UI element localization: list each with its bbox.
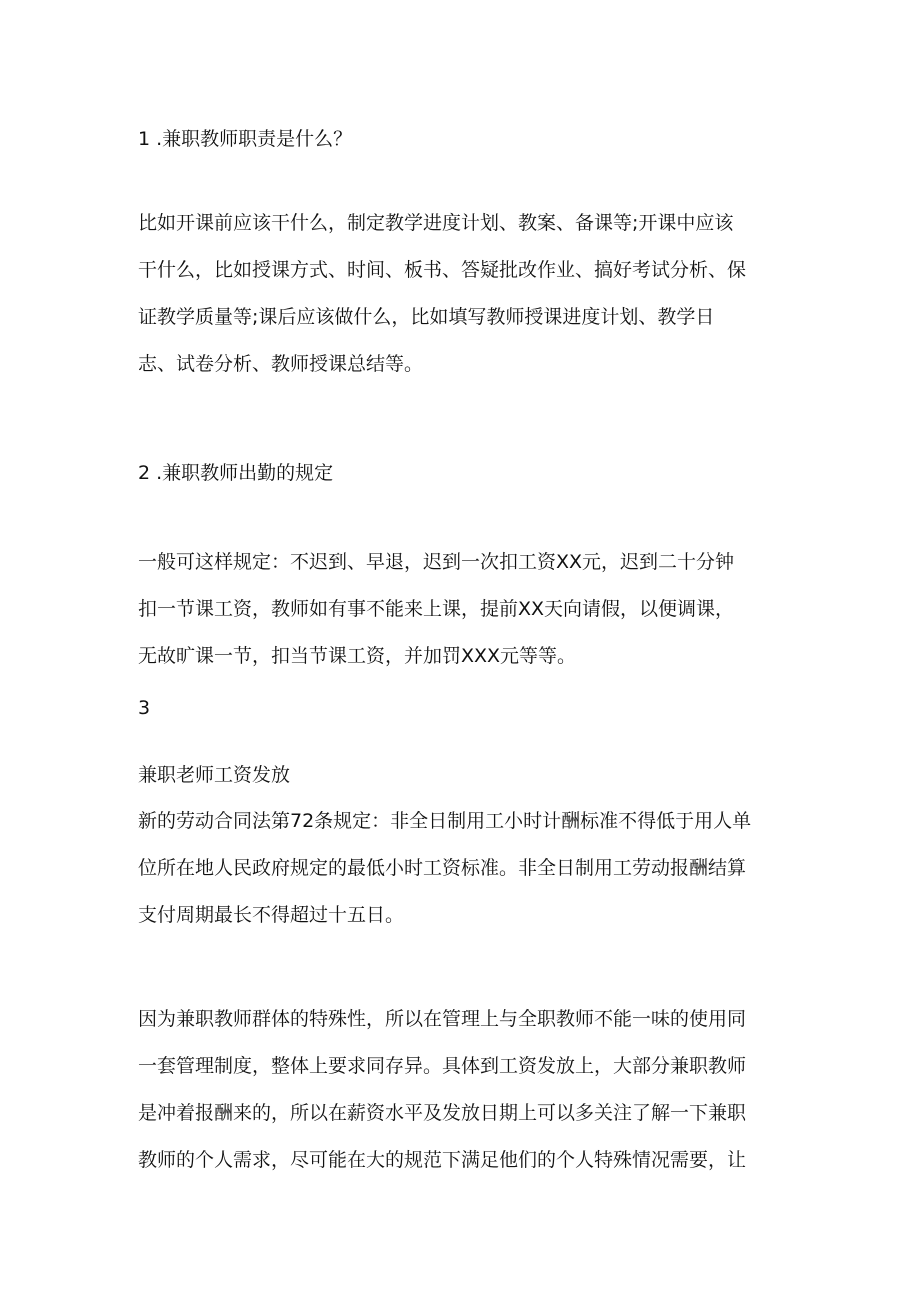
section-1-body — [138, 200, 788, 388]
paragraph-line: 一般可这样规定：不迟到、早退，迟到一次扣工资XX元，迟到二十分钟 — [138, 551, 735, 573]
section-4-body — [138, 996, 788, 1184]
paragraph-line: 支付周期最长不得超过十五日。 — [138, 904, 405, 926]
paragraph-line: 志、试卷分析、教师授课总结等。 — [138, 353, 424, 375]
paragraph-line: 干什么，比如授课方式、时间、板书、答疑批改作业、搞好考试分析、保 — [138, 259, 747, 281]
section-3-heading: 兼职老师工资发放 — [138, 764, 291, 786]
section-3-number: 3 — [138, 697, 151, 719]
paragraph-line: 比如开课前应该干什么，制定教学进度计划、教案、备课等;开课中应该 — [138, 212, 734, 234]
paragraph-line: 因为兼职教师群体的特殊性，所以在管理上与全职教师不能一味的使用同 — [138, 1008, 747, 1030]
paragraph-line: 是冲着报酬来的，所以在薪资水平及发放日期上可以多关注了解一下兼职 — [138, 1102, 747, 1124]
section-2-heading: 2 .兼职教师出勤的规定 — [138, 462, 334, 484]
section-1-heading: 1 .兼职教师职责是什么？ — [138, 128, 353, 150]
paragraph-line: 无故旷课一节，扣当节课工资，并加罚XXX元等等。 — [138, 645, 577, 667]
paragraph-line: 扣一节课工资，教师如有事不能来上课，提前XX天向请假，以便调课， — [138, 598, 735, 620]
paragraph-line: 证教学质量等;课后应该做什么，比如填写教师授课进度计划、教学日 — [138, 306, 715, 328]
paragraph-line: 新的劳动合同法第72条规定：非全日制用工小时计酬标准不得低于用人单 — [138, 810, 752, 832]
paragraph-line: 位所在地人民政府规定的最低小时工资标准。非全日制用工劳动报酬结算 — [138, 857, 747, 879]
paragraph-line: 教师的个人需求，尽可能在大的规范下满足他们的个人特殊情况需要，让 — [138, 1149, 747, 1171]
section-2-body — [138, 539, 788, 680]
section-3-body — [138, 798, 788, 939]
paragraph-line: 一套管理制度，整体上要求同存异。具体到工资发放上，大部分兼职教师 — [138, 1055, 747, 1077]
